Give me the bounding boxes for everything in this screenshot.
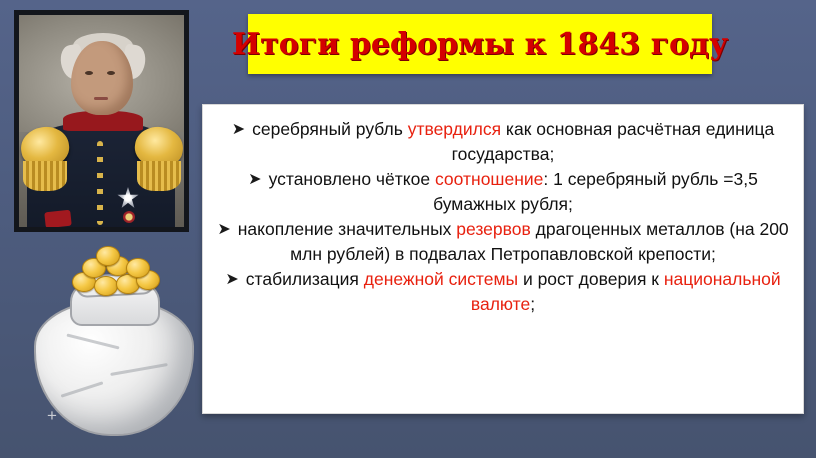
uniform-buttons [97, 141, 103, 225]
bullet-marker-icon: ➤ [231, 119, 246, 138]
bullet-marker-icon: ➤ [248, 169, 262, 188]
epaulette-fringe-left [23, 161, 67, 191]
bullet-item [217, 267, 789, 317]
bullet-text: установлено чёткое [268, 169, 435, 189]
bullet-text: драгоценных металлов (на 200 млн рублей) в подвалах Петропавловской крепости; [290, 219, 789, 264]
bullet-highlight-text: резервов [456, 219, 531, 239]
page-title: Итоги реформы к 1843 году [231, 26, 729, 62]
plus-marker: + [47, 406, 57, 425]
coin [126, 258, 150, 278]
bullet-item [217, 117, 789, 167]
slide-title-banner [231, 14, 729, 74]
red-cuff [44, 210, 72, 227]
epaulette-fringe-right [137, 161, 181, 191]
eye-left [85, 71, 93, 75]
bullet-item [217, 167, 789, 217]
face [71, 41, 133, 115]
bullet-text: и рост доверия к [518, 269, 664, 289]
coin-pile [68, 254, 160, 294]
bullet-item [217, 217, 789, 267]
bullet-text: как основная расчётная единица государства; [451, 119, 775, 164]
coin [94, 276, 118, 296]
bullet-highlight-text: национальной валюте [470, 269, 781, 314]
bullet-text: накопление значительных [237, 219, 457, 239]
medal-icon [123, 211, 135, 223]
bullet-text: серебряный рубль [252, 119, 408, 139]
bullet-highlight-text: денежной системы [363, 269, 519, 289]
portrait-artwork [19, 15, 184, 227]
eye-right [107, 71, 115, 75]
bullet-text: стабилизация [245, 269, 364, 289]
bullet-highlight-text: соотношение [434, 169, 544, 189]
coin [96, 246, 120, 266]
bullet-text: ; [530, 294, 536, 314]
portrait-image [14, 10, 189, 232]
bullet-text: : 1 серебряный рубль =3,5 бумажных рубля; [433, 169, 758, 214]
mouth [94, 97, 108, 100]
bullet-marker-icon: ➤ [225, 269, 239, 288]
bullet-highlight-text: утвердился [407, 119, 502, 139]
content-panel [202, 104, 804, 414]
bullet-marker-icon: ➤ [217, 219, 231, 238]
bullet-list [217, 117, 789, 317]
